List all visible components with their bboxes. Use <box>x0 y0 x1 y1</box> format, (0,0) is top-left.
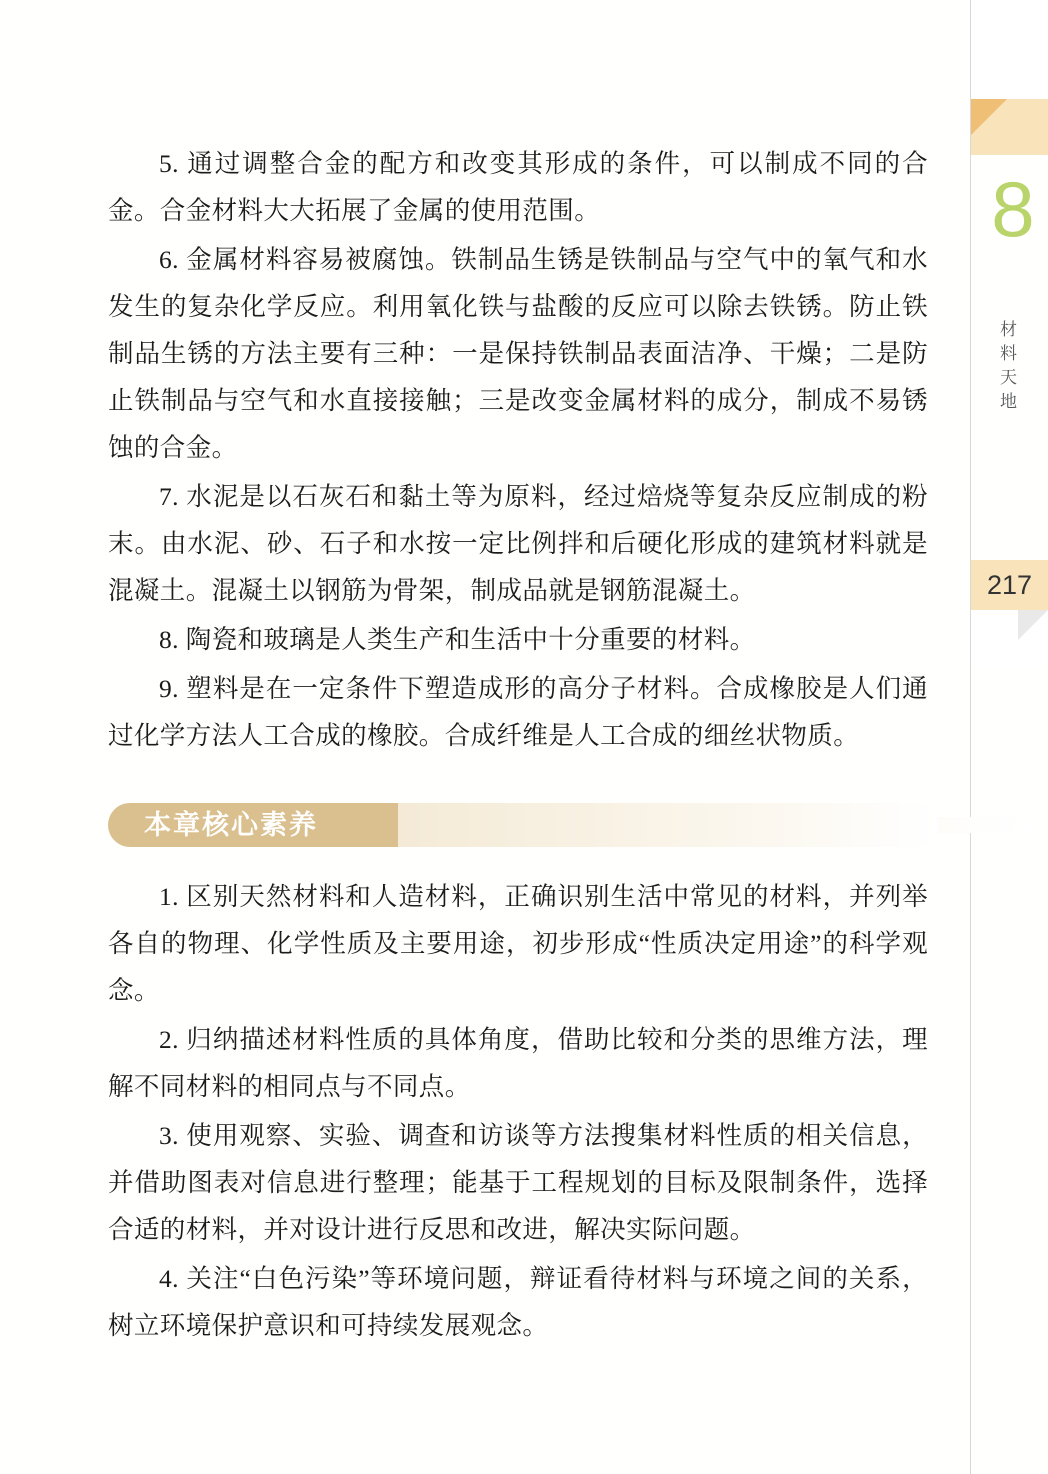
side-tab-column <box>970 0 1048 1474</box>
summary-paragraph: 9. 塑料是在一定条件下塑造成形的高分子材料。合成橡胶是人们通过化学方法人工合成的橡胶。合成纤维是人工合成的细丝状物质。 <box>108 674 928 750</box>
chapter-tab-corner-icon <box>971 99 1007 135</box>
summary-paragraph: 7. 水泥是以石灰石和黏土等为原料，经过焙烧等复杂反应制成的粉末。由水泥、砂、石子和水按一定比例拌和后硬化形成的建筑材料就是混凝土。混凝土以钢筋为骨架，制成品就是钢筋混凝土。 <box>108 482 928 605</box>
summary-paragraph: 8. 陶瓷和玻璃是人类生产和生活中十分重要的材料。 <box>159 625 756 654</box>
chapter-title-char-4: 地 <box>1000 392 1018 411</box>
section-paragraph: 3. 使用观察、实验、调查和访谈等方法搜集材料性质的相关信息，并借助图表对信息进行整理；能基于工程规划的目标及限制条件，选择合适的材料，并对设计进行反思和改进，解决实际问题。 <box>108 1121 928 1244</box>
summary-paragraph: 6. 金属材料容易被腐蚀。铁制品生锈是铁制品与空气中的氧气和水发生的复杂化学反应。利用氧化铁与盐酸的反应可以除去铁锈。防止铁制品生锈的方法主要有三种：一是保持铁制品表面洁净、干燥；二是防止铁制品与空气和水直接接触；三是改变金属材料的成分，制成不易锈蚀的合金。 <box>108 245 928 462</box>
page-edge-rule <box>970 0 971 1474</box>
page-fold-decoration <box>971 610 1048 666</box>
section-paragraph: 1. 区别天然材料和人造材料，正确识别生活中常见的材料，并列举各自的物理、化学性质及主要用途，初步形成“性质决定用途”的科学观念。 <box>108 882 928 1005</box>
chapter-number: 8 <box>991 165 1035 253</box>
section-title: 本章核心素养 <box>144 810 318 840</box>
chapter-title-char-3: 天 <box>1000 368 1018 387</box>
page-number: 217 <box>986 570 1033 600</box>
section-banner <box>108 803 442 847</box>
section-paragraph: 2. 归纳描述材料性质的具体角度，借助比较和分类的思维方法，理解不同材料的相同点与不同点。 <box>108 1025 928 1101</box>
page-content <box>108 140 928 1351</box>
chapter-title-char-2: 料 <box>1000 344 1018 363</box>
summary-paragraph: 5. 通过调整合金的配方和改变其形成的条件，可以制成不同的合金。合金材料大大拓展了金属的使用范围。 <box>108 149 928 225</box>
section-paragraph: 4. 关注“白色污染”等环境问题，辩证看待材料与环境之间的关系，树立环境保护意识和可持续发展观念。 <box>108 1264 928 1340</box>
chapter-title-char-1: 材 <box>1000 320 1018 339</box>
chapter-title-vertical <box>970 318 1048 414</box>
